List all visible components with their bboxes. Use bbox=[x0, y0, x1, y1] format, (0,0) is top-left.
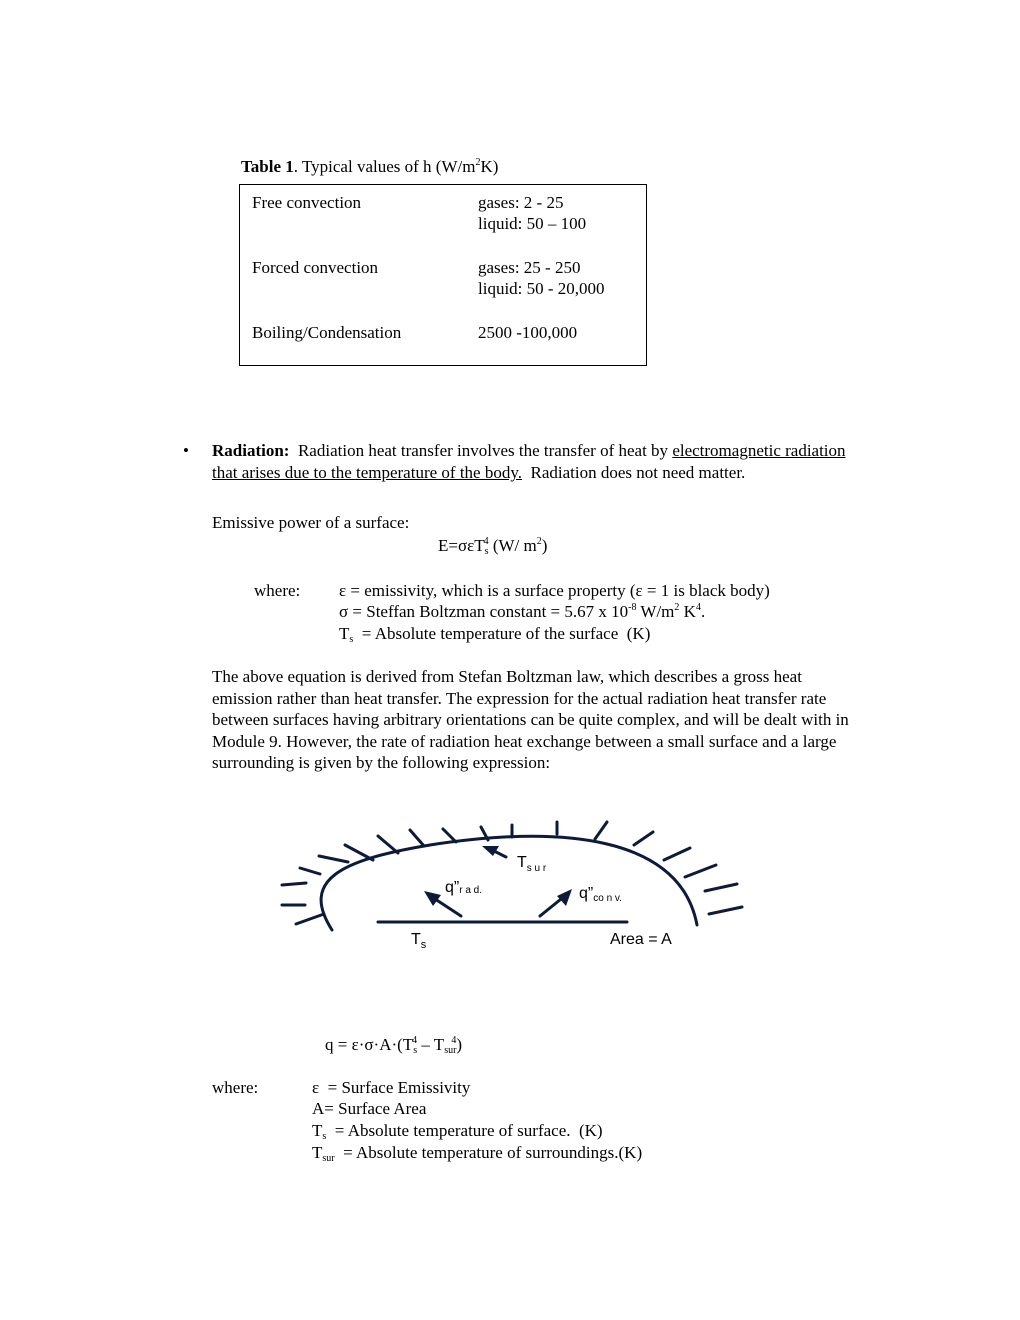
definition-area: A= Surface Area bbox=[312, 1099, 427, 1118]
definition-emissivity: ε = Surface Emissivity bbox=[312, 1078, 471, 1097]
surroundings-tick bbox=[300, 868, 320, 874]
definition-tsur: $T_{sur}$ = Absolute temperature of surroundings.(K) bbox=[312, 1143, 643, 1164]
table-caption: Table 1. Typical values of h $(W/m^2K)$ bbox=[241, 157, 499, 176]
surroundings-tick bbox=[345, 845, 373, 860]
tsur-label: $T_{s u r}$ bbox=[517, 854, 547, 874]
where-label: where: bbox=[212, 1078, 259, 1097]
table-cell: gases: 25 - 250 bbox=[478, 258, 581, 277]
table-row-label: Boiling/Condensation bbox=[252, 323, 402, 342]
surroundings-tick bbox=[282, 883, 306, 885]
surroundings-tick bbox=[705, 884, 737, 891]
area-label: Area = A bbox=[610, 931, 672, 948]
qconv-arrowhead bbox=[557, 889, 572, 906]
surroundings-tick bbox=[296, 914, 324, 924]
paragraph-line: emission rather than heat transfer. The expression for the actual radiation heat transfer rate bbox=[212, 689, 827, 708]
ts-label: $T_s$ bbox=[411, 931, 427, 951]
definition-emissivity: ε = emissivity, which is a surface property (ε = 1 is black body) bbox=[339, 581, 770, 600]
table-cell: 2500 -100,000 bbox=[478, 323, 578, 342]
surroundings-tick bbox=[319, 856, 348, 862]
table-row-label: Free convection bbox=[252, 193, 362, 212]
definition-ts: $T_s$ = Absolute temperature of surface. (K) bbox=[312, 1121, 603, 1142]
emissive-intro: Emissive power of a surface: bbox=[212, 513, 410, 532]
table-cell: liquid: 50 – 100 bbox=[478, 214, 587, 233]
surroundings-tick bbox=[443, 829, 456, 842]
definition-sigma: σ = Steffan Boltzman constant = 5.67 x $10^{-8}$ $W/m^2$ $K^4$. bbox=[339, 602, 706, 621]
surroundings-tick bbox=[709, 907, 742, 914]
radiation-line-1: Radiation: Radiation heat transfer involves the transfer of heat by electromagnetic radiation bbox=[212, 441, 846, 460]
qrad-arrowhead bbox=[424, 891, 441, 906]
radiation-diagram bbox=[270, 812, 760, 962]
table-row-label: Forced convection bbox=[252, 258, 379, 277]
surroundings-tick bbox=[685, 865, 716, 877]
surroundings-tick bbox=[664, 848, 690, 860]
definition-ts: $T_s$ = Absolute temperature of the surface (K) bbox=[339, 624, 651, 645]
surroundings-arc bbox=[321, 836, 697, 930]
paragraph-line: Module 9. However, the rate of radiation heat exchange between a small surface and a large bbox=[212, 732, 837, 751]
table-cell: gases: 2 - 25 bbox=[478, 193, 564, 212]
surroundings-tick bbox=[378, 836, 398, 853]
surroundings-tick bbox=[410, 830, 424, 846]
emissive-equation: E=σεT$_s^4$ (W/ $m^2$) bbox=[438, 536, 548, 557]
net-radiation-equation: $q = \varepsilon\cdot\sigma\cdot A\cdot(T_s^4 - T_{sur}^4)$ bbox=[325, 1035, 463, 1056]
paragraph-line: surrounding is given by the following expression: bbox=[212, 753, 551, 772]
bullet: • bbox=[183, 441, 189, 460]
qconv-label: $q”_{co n v.}$ bbox=[579, 885, 622, 904]
table-cell: liquid: 50 - 20,000 bbox=[478, 279, 605, 298]
qrad-label: $q”_{r a d.}$ bbox=[445, 879, 483, 896]
paragraph-line: between surfaces having arbitrary orientations can be quite complex, and will be dealt with in bbox=[212, 710, 849, 729]
surroundings-tick bbox=[634, 832, 653, 845]
where-label: where: bbox=[254, 581, 301, 600]
surroundings-tick bbox=[595, 822, 607, 839]
radiation-line-2: that arises due to the temperature of the body. Radiation does not need matter. bbox=[212, 463, 746, 482]
paragraph-line: The above equation is derived from Stefan Boltzman law, which describes a gross heat bbox=[212, 667, 802, 686]
